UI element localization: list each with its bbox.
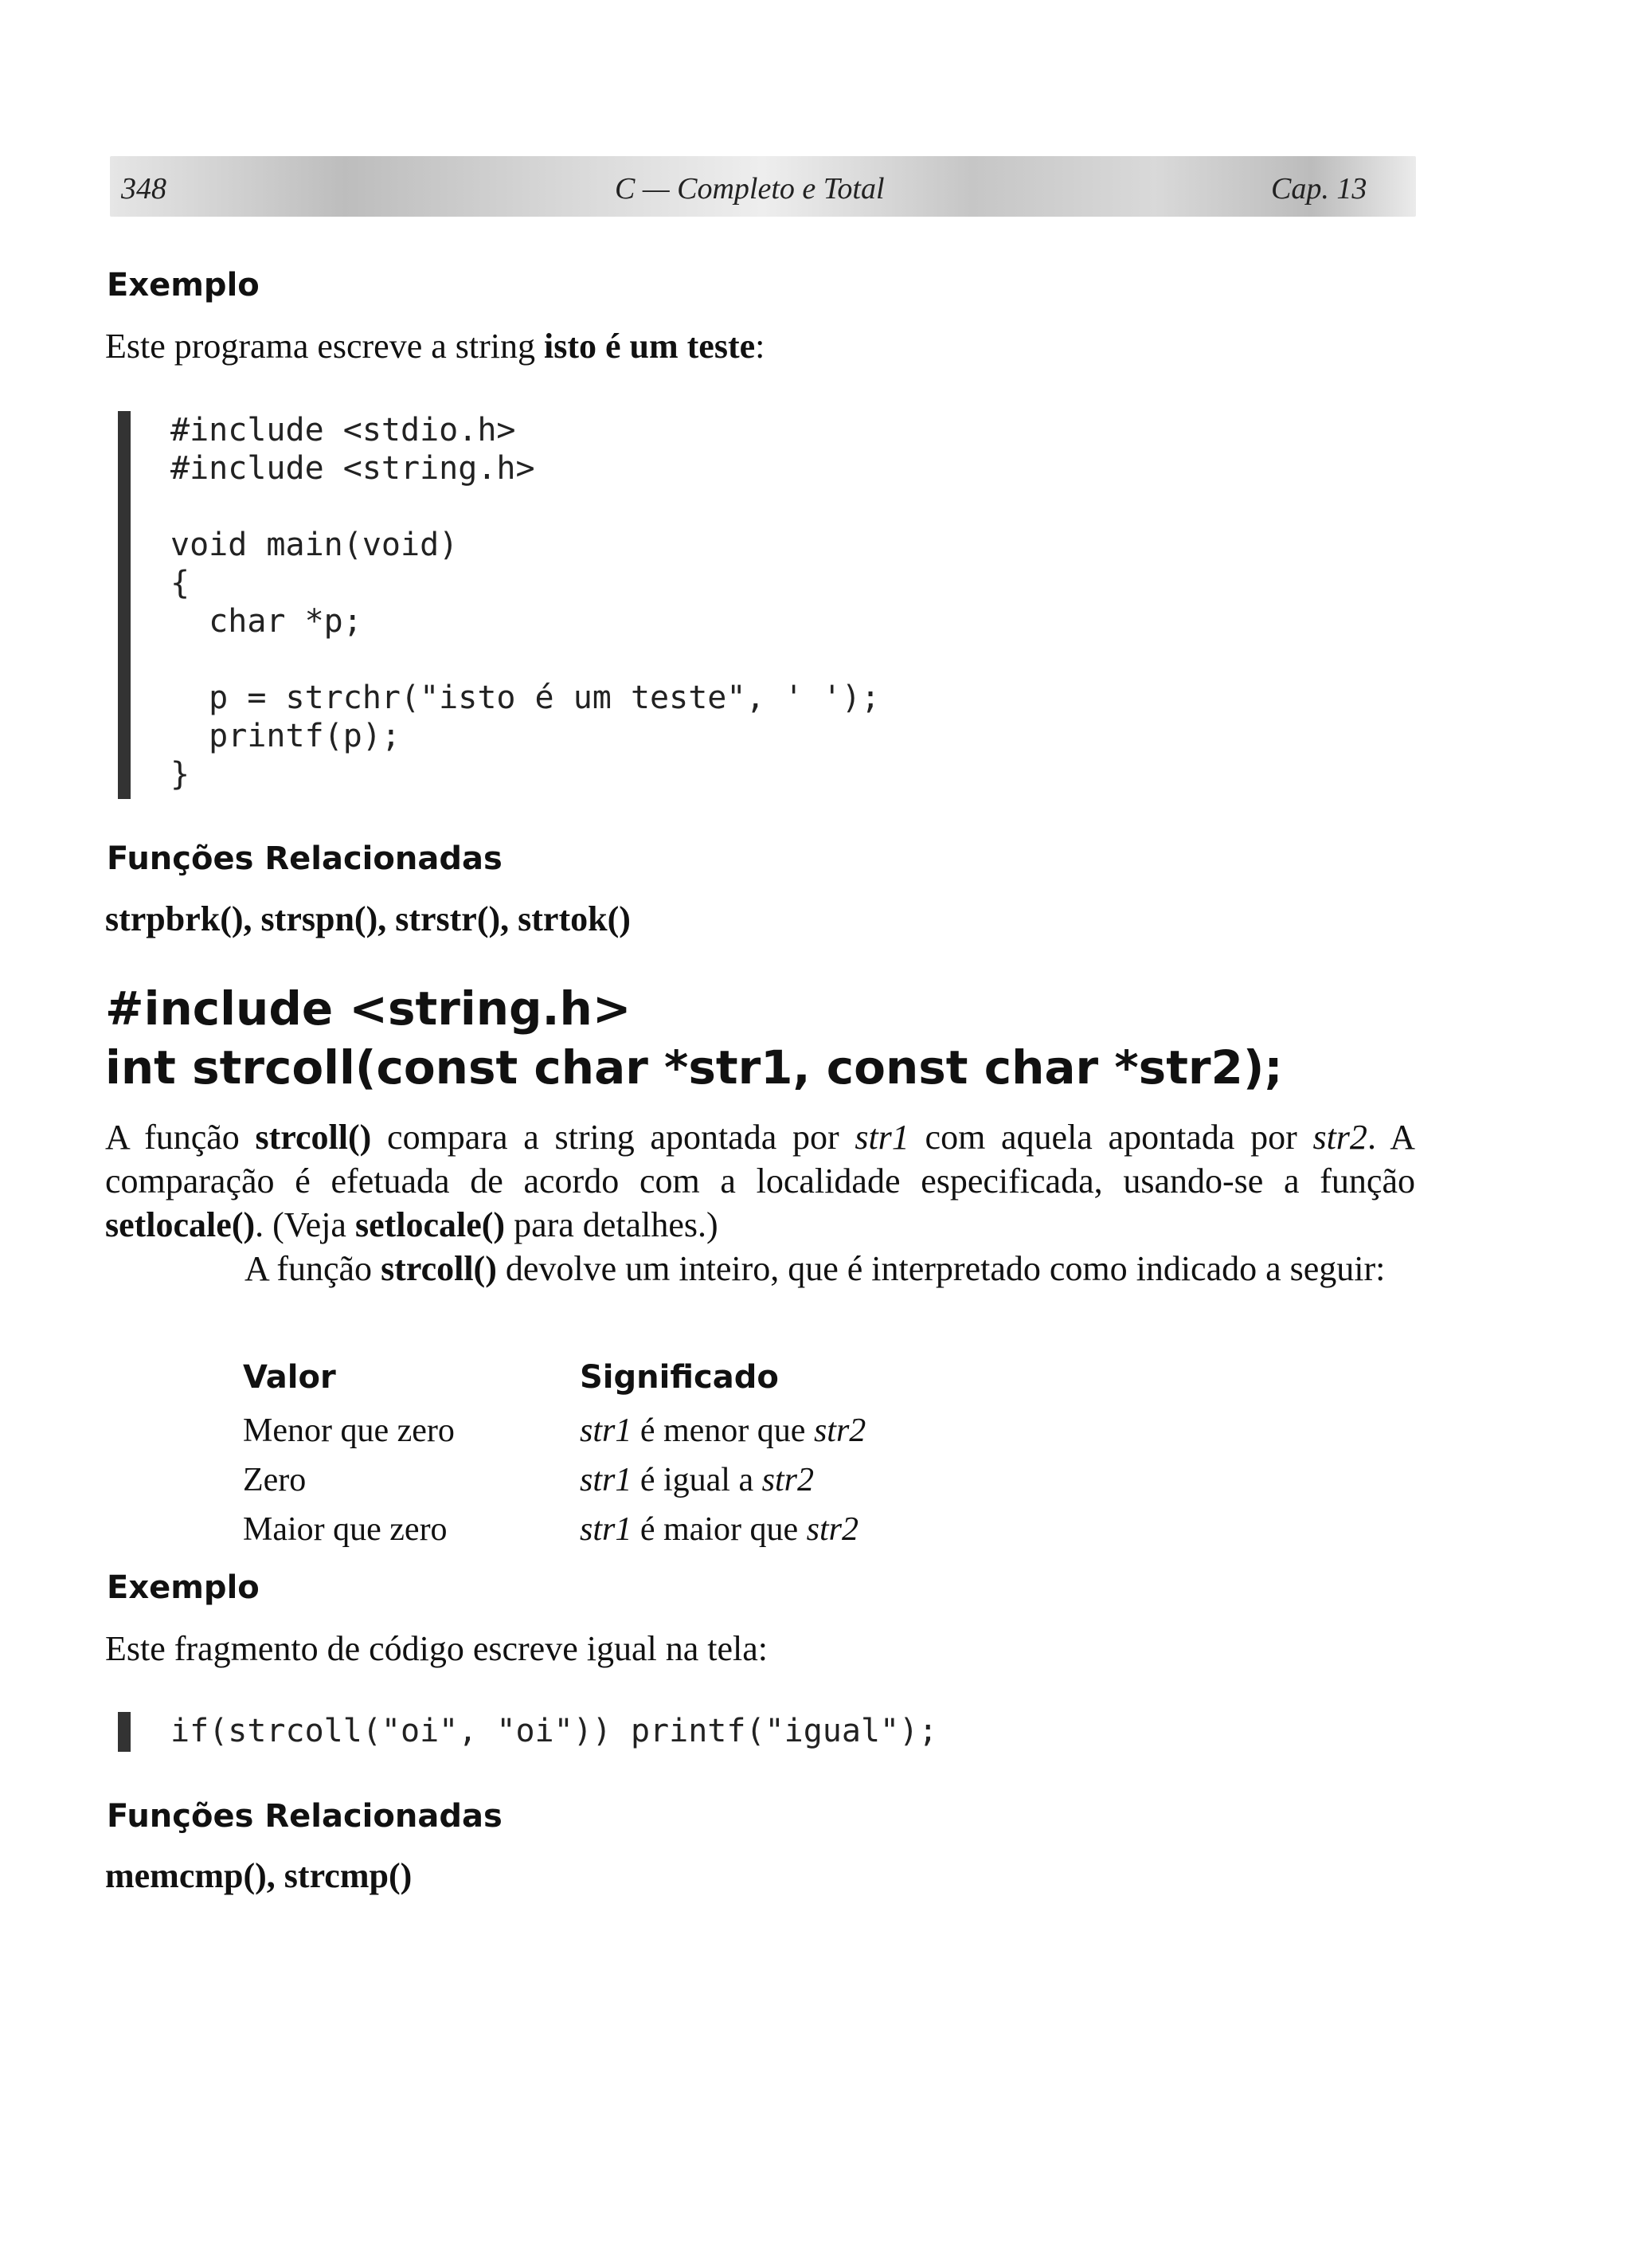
example-heading: Exemplo	[107, 1569, 260, 1606]
related-functions: memcmp(), strcmp()	[105, 1856, 413, 1895]
include-line: #include <string.h>	[105, 981, 632, 1036]
function-prototype: int strcoll(const char *str1, const char *str2);	[105, 1040, 1283, 1095]
code-block-strcoll	[118, 1712, 937, 1752]
table-row-meaning: str1 é menor que str2	[580, 1412, 866, 1449]
related-functions: strpbrk(), strspn(), strstr(), strtok()	[105, 899, 631, 938]
table-header-meaning: Significado	[580, 1359, 779, 1396]
example-heading: Exemplo	[107, 267, 260, 304]
table-row-value: Zero	[243, 1462, 307, 1498]
table-row-value: Menor que zero	[243, 1412, 455, 1449]
example-intro: Este programa escreve a string isto é um teste:	[105, 327, 765, 366]
table-row-meaning: str1 é maior que str2	[580, 1511, 859, 1548]
table-header-value: Valor	[243, 1359, 336, 1396]
strcoll-description: A função strcoll() compara a string apontada por str1 com aquela apontada por str2. A comparação é efetuada de acordo com a localidade especificada, usando-se a função setlocale(). (Veja setlocale() para detalhes.)	[105, 1118, 1416, 1244]
book-title: C — Completo e Total	[615, 172, 885, 206]
code-listing: #include <stdio.h> #include <string.h> void main(void) { char *p; p = strchr("isto é um teste", ' '); printf(p); }	[170, 412, 881, 793]
strcoll-return-description: A função strcoll() devolve um inteiro, que é interpretado como indicado a seguir:	[244, 1249, 1386, 1288]
table-row-value: Maior que zero	[243, 1511, 448, 1548]
page-number: 348	[121, 172, 166, 206]
related-heading: Funções Relacionadas	[107, 1798, 503, 1835]
chapter-label: Cap. 13	[1271, 172, 1367, 206]
example-intro: Este fragmento de código escreve igual na tela:	[105, 1629, 768, 1668]
table-row-meaning: str1 é igual a str2	[580, 1462, 814, 1498]
related-heading: Funções Relacionadas	[107, 840, 503, 877]
code-block-strchr	[118, 411, 880, 799]
code-listing: if(strcoll("oi", "oi")) printf("igual");	[170, 1713, 938, 1749]
